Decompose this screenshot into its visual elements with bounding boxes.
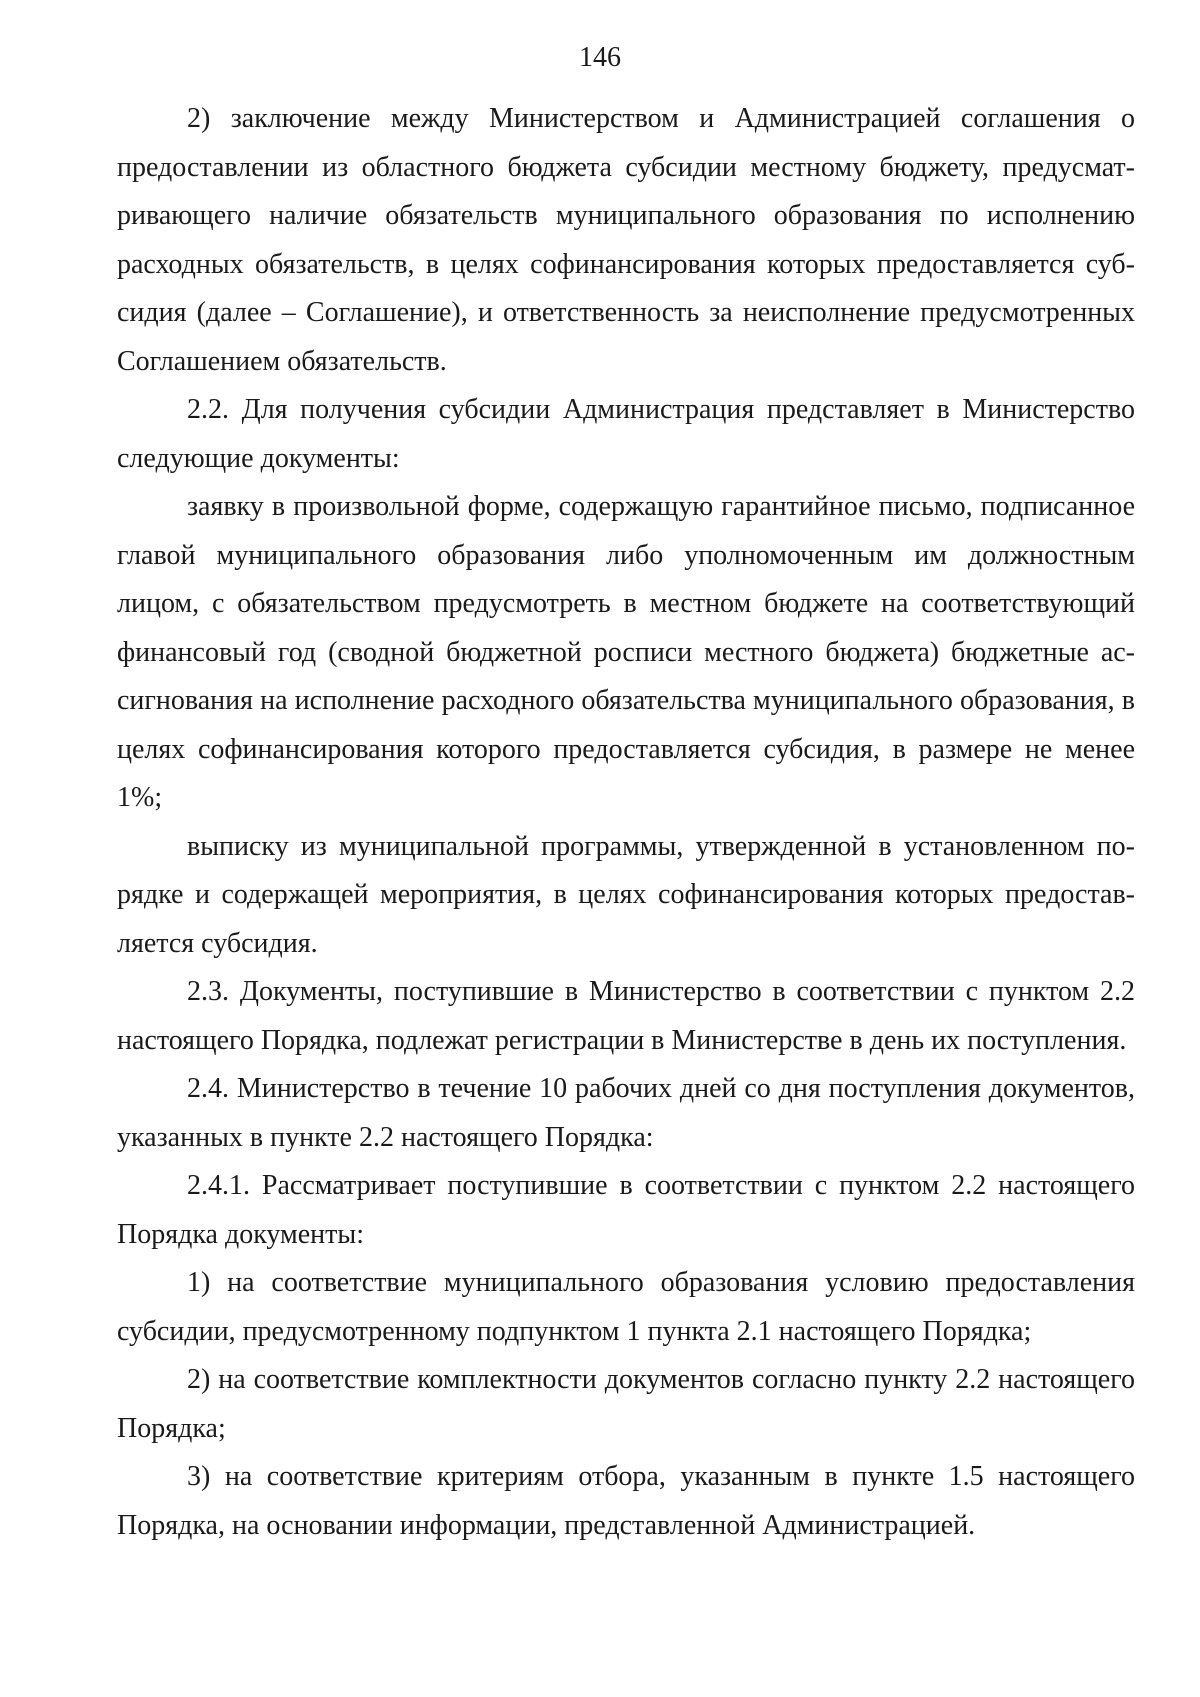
paragraph-2-4: 2.4. Министерство в течение 10 рабочих дней со дня поступления документов, указанных в пункте 2.2 настоящего Порядка: [117,1073,1135,1153]
document-body [117,95,1135,1550]
paragraph-agreement-condition: 2) заключение между Министерством и Администрацией соглашения о предоставлении из областного бюджета субсидии местному бюджету, предусматривающего наличие обязательств муниципального образования по исполнению расходных обязательств, в целях софинансирования которых предоставляется субсидия (далее – Соглашение), и ответственность за неисполнение предусмотренных Соглашением обязательств. [117,103,1135,377]
page-number: 146 [579,42,621,73]
paragraph-check-3: 3) на соответствие критериям отбора, указанным в пункте 1.5 настоящего Порядка, на основании информации, представленной Администрацией. [117,1461,1135,1541]
paragraph-application: заявку в произвольной форме, содержащую гарантийное письмо, подписанное главой муниципального образования либо уполномоченным им должностным лицом, с обязательством предусмотреть в местном бюджете на соответствующий финансовый год (сводной бюджетной росписи местного бюджета) бюджетные ассигнования на исполнение расходного обязательства муниципального образования, в целях софинансирования которого предоставляется субсидия, в размере не менее 1%; [117,491,1135,813]
paragraph-program-extract: выписку из муниципальной программы, утвержденной в установленном порядке и содержащей мероприятия, в целях софинансирования которых предоставляется субсидия. [117,830,1135,959]
paragraph-2-4-1: 2.4.1. Рассматривает поступившие в соответствии с пунктом 2.2 настоящего Порядка документы: [117,1170,1135,1250]
paragraph-check-1: 1) на соответствие муниципального образования условию предоставления субсидии, предусмотренному подпунктом 1 пункта 2.1 настоящего Порядка; [117,1267,1135,1347]
paragraph-2-3: 2.3. Документы, поступившие в Министерство в соответствии с пунктом 2.2 настоящего Порядка, подлежат регистрации в Министерстве в день их поступления. [117,976,1135,1056]
paragraph-2-2: 2.2. Для получения субсидии Администрация представляет в Министерство следующие документы: [117,394,1135,474]
paragraph-check-2: 2) на соответствие комплектности документов согласно пункту 2.2 настоящего Порядка; [117,1364,1135,1444]
